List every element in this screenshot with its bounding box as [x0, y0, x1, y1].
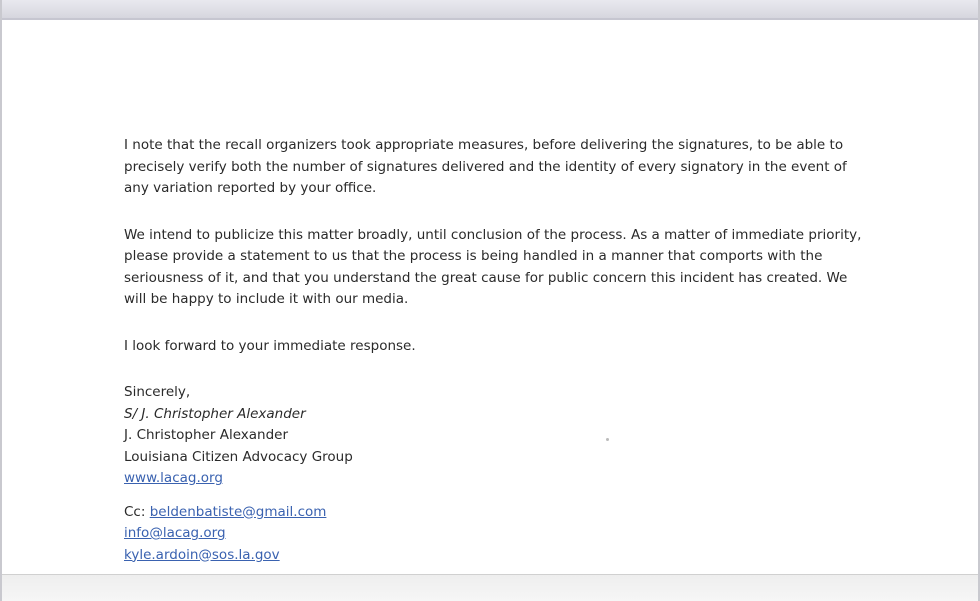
signer-name: J. Christopher Alexander: [124, 427, 289, 443]
paragraph-publicize: We intend to publicize this matter broadly, until conclusion of the process. As a matter of immediate priority, please provide a statement to us that the process is being handled in a manner that comports with the seriousness of it, and that you understand the great cause for public concern this incident has created. We will be happy to include it with our media.: [124, 226, 862, 307]
cc-email-link-1[interactable]: beldenbatiste@gmail.com: [149, 503, 327, 520]
cc-label: Cc:: [124, 503, 146, 520]
window-top-bar: [2, 0, 978, 20]
window-bottom-bar: [2, 574, 978, 601]
cc-email-link-2[interactable]: info@lacag.org: [124, 525, 226, 541]
letter-body: [124, 135, 864, 566]
paragraph-verification: I note that the recall organizers took appropriate measures, before delivering the signatures, to be able to precisely verify both the number of signatures delivered and the identity of every signatory in the event of any variation reported by your office.: [124, 137, 847, 196]
e-signature: S/ J. Christopher Alexander: [124, 405, 306, 422]
cc-email-link-3[interactable]: kyle.ardoin@sos.la.gov: [124, 546, 280, 563]
signer-organization: Louisiana Citizen Advocacy Group: [124, 448, 353, 465]
signature-block: [124, 382, 864, 566]
cc-line: [124, 502, 864, 524]
paragraph-response: I look forward to your immediate response.: [124, 337, 416, 354]
website-link[interactable]: www.lacag.org: [124, 470, 223, 486]
closing: Sincerely,: [124, 384, 191, 400]
scan-speck: [606, 438, 609, 441]
